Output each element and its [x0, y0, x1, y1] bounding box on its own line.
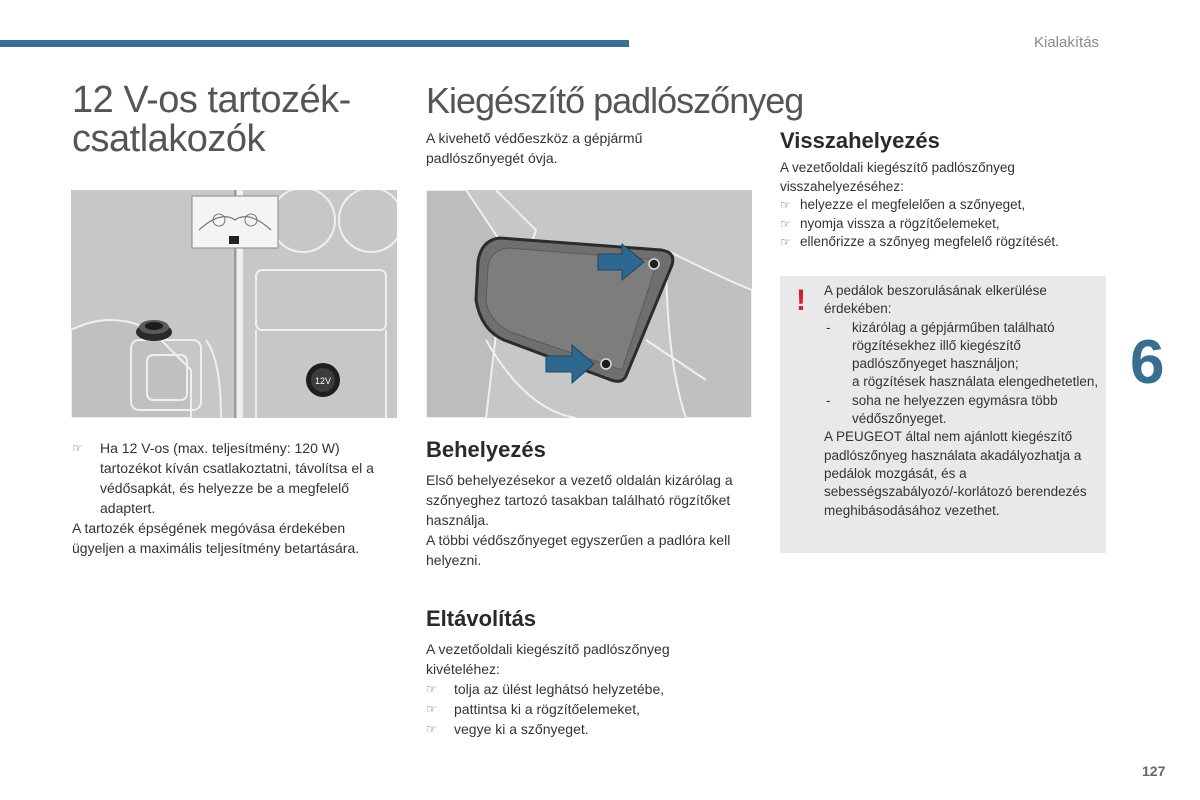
heading-remove: Eltávolítás — [426, 606, 537, 631]
warning-outro: A PEUGEOT által nem ajánlott kiegészítő padlószőnyeg használata akadályozhatja a pedálok mozgását, és a sebességszabályozó/-korlátozó berendezés meghibásodásához vezethet. — [824, 429, 1087, 518]
list-item: - soha ne helyezzen egymásra több védőszőnyeget. — [826, 392, 1058, 427]
list-item: ☞ vegye ki a szőnyeget. — [426, 721, 589, 737]
install-text — [426, 470, 756, 570]
pointing-hand-icon: ☞ — [780, 216, 791, 231]
list-item: ☞ nyomja vissza a rögzítőelemeket, — [780, 215, 1120, 234]
heading-install: Behelyezés — [426, 437, 546, 462]
pointing-hand-icon: ☞ — [780, 198, 791, 212]
floor-mat-illustration — [426, 190, 752, 418]
warning-text — [824, 282, 1102, 520]
note-text: A tartozék épségének megóvása érdekében ügyeljen a maximális teljesítmény betartására. — [72, 520, 360, 556]
title-12v-sockets: 12 V-os tartozék- csatlakozók — [72, 79, 351, 160]
list-item: ☞ tolja az ülést leghátsó helyzetébe, — [426, 681, 665, 697]
install-paragraph: Első behelyezésekor a vezető oldalán kizárólag a szőnyeghez tartozó tasakban található rögzítőket használja. — [426, 472, 733, 528]
exclamation-icon: ! — [796, 284, 806, 317]
pointing-hand-icon: ☞ — [426, 682, 437, 696]
list-item: ☞ pattintsa ki a rögzítőelemeket, — [426, 701, 640, 717]
photo-12v-socket — [71, 190, 397, 418]
warning-intro: A pedálok beszorulásának elkerülése érdekében: — [824, 283, 1047, 317]
title-floor-mat: Kiegészítő padlószőnyeg — [426, 80, 804, 121]
remove-intro: A vezetőoldali kiegészítő padlószőnyeg kivételéhez: — [426, 641, 670, 677]
dashboard-illustration — [71, 190, 397, 418]
floor-mat-intro: A kivehető védőeszköz a gépjármű padlószőnyegét óvja. — [426, 130, 643, 166]
header-accent-bar — [0, 40, 629, 47]
pointing-hand-icon: ☞ — [780, 235, 791, 249]
pointing-hand-icon: ☞ — [426, 722, 437, 736]
warning-box — [780, 276, 1106, 553]
install-paragraph: A többi védőszőnyeget egyszerűen a padlóra kell helyezni. — [426, 532, 731, 568]
heading-replace: Visszahelyezés — [780, 128, 940, 153]
col1-text — [72, 438, 398, 558]
page-number: 127 — [1142, 763, 1166, 779]
section-label: Kialakítás — [1034, 34, 1100, 51]
list-item: ☞ Ha 12 V-os (max. teljesítmény: 120 W) tartozékot kíván csatlakoztatni, távolítsa el a védősapkát, és helyezze be a megfelelő adaptert. — [72, 440, 374, 516]
replace-intro: A vezetőoldali kiegészítő padlószőnyeg visszahelyezéséhez: — [780, 160, 1015, 194]
socket-label: 12V — [314, 376, 332, 386]
replace-text — [780, 159, 1120, 252]
chapter-number: 6 — [1130, 328, 1165, 397]
list-item: - kizárólag a gépjárműben található rögzítésekhez illő kiegészítő padlószőnyeget használjon; a rögzítések használata elengedhetetlen, — [826, 319, 1099, 390]
list-item: ☞ ellenőrizze a szőnyeg megfelelő rögzítését. — [780, 233, 1120, 252]
photo-floor-mat — [426, 190, 752, 418]
remove-text — [426, 639, 726, 739]
list-item: ☞ helyezze el megfelelően a szőnyeget, — [780, 196, 1120, 215]
pointing-hand-icon: ☞ — [426, 702, 437, 716]
pointing-hand-icon: ☞ — [72, 441, 83, 455]
